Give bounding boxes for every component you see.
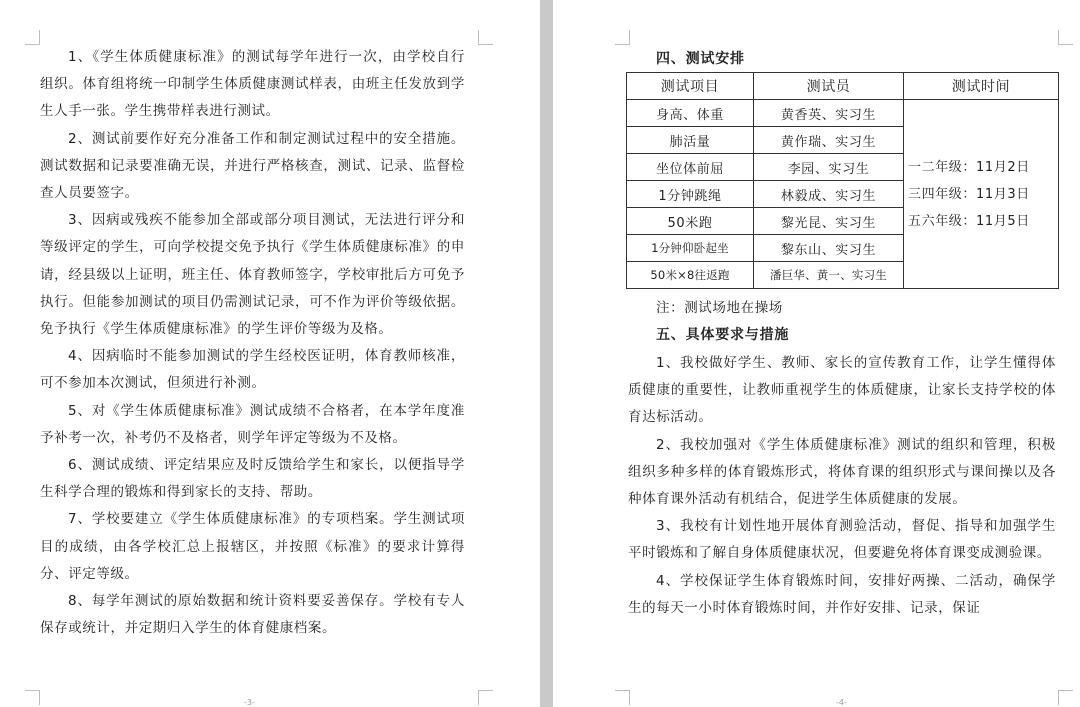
corner-mark — [25, 30, 40, 45]
cell-test-item: 1分钟跳绳 — [627, 181, 754, 208]
cell-tester: 黄作瑞、实习生 — [754, 127, 904, 154]
paragraph: 4、因病临时不能参加测试的学生经校医证明，体育教师核准，可不参加本次测试，但须进行补测。 — [40, 348, 465, 392]
time-line: 三四年级：11月3日 — [908, 186, 1030, 202]
cell-test-item: 肺活量 — [627, 127, 754, 154]
section-4-title: 四、测试安排 — [656, 51, 745, 67]
page-number: -4- — [836, 698, 847, 707]
corner-mark — [615, 30, 630, 45]
cell-test-item: 50米跑 — [627, 208, 754, 235]
cell-tester: 黎光昆、实习生 — [754, 208, 904, 235]
paragraph: 5、对《学生体质健康标准》测试成绩不合格者，在本学年度准予补考一次，补考仍不及格者，则学年评定等级为不及格。 — [40, 402, 465, 446]
paragraph: 3、因病或残疾不能参加全部或部分项目测试，无法进行评分和等级评定的学生，可向学校提交免予执行《学生体质健康标准》的申请，经县级以上证明，班主任、体育教师签字，学校审批后方可免予执行。但能参加测试的项目仍需测试记录，可不作为评价等级依据。免予执行《学生体质健康标准》的学生评价等级为及格。 — [40, 212, 465, 338]
paragraph: 2、测试前要作好充分准备工作和制定测试过程中的安全措施。测试数据和记录要准确无误，并进行严格核查，测试、记录、监督检查人员要签字。 — [40, 130, 465, 202]
table-header-row — [627, 73, 1059, 100]
section-5-body — [628, 350, 1056, 622]
paragraph: 8、每学年测试的原始数据和统计资料要妥善保存。学校有专人保存或统计，并定期归入学生的体育健康档案。 — [40, 593, 465, 637]
cell-tester: 林毅成、实习生 — [754, 181, 904, 208]
cell-test-item: 身高、体重 — [627, 100, 754, 127]
cell-tester: 李园、实习生 — [754, 154, 904, 181]
corner-mark — [25, 690, 40, 705]
paragraph: 6、测试成绩、评定结果应及时反馈给学生和家长，以便指导学生科学合理的锻炼和得到家长的支持、帮助。 — [40, 457, 465, 501]
paragraph: 4、学校保证学生体育锻炼时间，安排好两操、二活动，确保学生的每天一小时体育锻炼时间，并作好安排、记录，保证 — [628, 572, 1056, 616]
corner-mark — [615, 690, 630, 705]
corner-mark — [1058, 690, 1073, 705]
header-tester: 测试员 — [754, 73, 904, 100]
corner-mark — [478, 30, 493, 45]
left-page-body — [40, 44, 465, 642]
header-test-time: 测试时间 — [904, 73, 1059, 100]
time-line: 五六年级：11月5日 — [908, 213, 1030, 229]
cell-test-time — [904, 100, 1059, 289]
cell-tester: 潘巨华、黄一、实习生 — [754, 262, 904, 289]
paragraph: 1、《学生体质健康标准》的测试每学年进行一次，由学校自行组织。体育组将统一印制学生体质健康测试样表，由班主任发放到学生人手一张。学生携带样表进行测试。 — [40, 49, 465, 120]
section-5-title: 五、具体要求与措施 — [656, 327, 790, 343]
table-row — [627, 100, 1059, 127]
time-line: 一二年级：11月2日 — [908, 159, 1030, 175]
cell-test-item: 1分钟仰卧起坐 — [627, 235, 754, 262]
paragraph: 2、我校加强对《学生体质健康标准》测试的组织和管理，积极组织多种多样的体育锻炼形式，将体育课的组织形式与课间操以及各种体育课外活动有机结合，促进学生体质健康的发展。 — [628, 436, 1056, 508]
table-note: 注：测试场地在操场 — [656, 300, 783, 316]
header-test-item: 测试项目 — [627, 73, 754, 100]
cell-test-item: 坐位体前屈 — [627, 154, 754, 181]
corner-mark — [1058, 30, 1073, 45]
paragraph: 3、我校有计划性地开展体育测验活动，督促、指导和加强学生平时锻炼和了解自身体质健康状况，但要避免将体育课变成测验课。 — [628, 518, 1056, 562]
corner-mark — [478, 690, 493, 705]
cell-tester: 黎东山、实习生 — [754, 235, 904, 262]
page-gutter — [540, 0, 553, 707]
cell-test-item: 50米×8往返跑 — [627, 262, 754, 289]
test-schedule-table — [626, 72, 1059, 289]
page-number: -3- — [244, 698, 255, 707]
cell-tester: 黄香英、实习生 — [754, 100, 904, 127]
paragraph: 1、我校做好学生、教师、家长的宣传教育工作，让学生懂得体质健康的重要性，让教师重视学生的体质健康，让家长支持学校的体育达标活动。 — [628, 355, 1056, 426]
paragraph: 7、学校要建立《学生体质健康标准》的专项档案。学生测试项目的成绩，由各学校汇总上报辖区，并按照《标准》的要求计算得分、评定等级。 — [40, 511, 465, 582]
